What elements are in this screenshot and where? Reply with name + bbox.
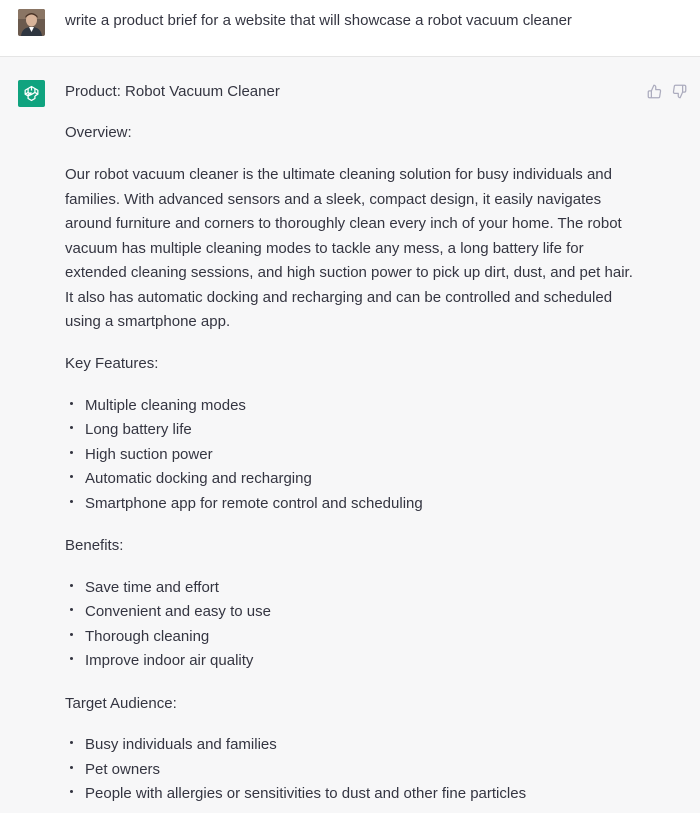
bullet-dot — [70, 633, 73, 636]
list-item: Save time and effort — [85, 579, 219, 596]
product-line: Product: Robot Vacuum Cleaner — [65, 83, 280, 100]
list-item: Convenient and easy to use — [85, 603, 271, 620]
list-item: Automatic docking and recharging — [85, 470, 312, 487]
bullet-dot — [70, 608, 73, 611]
overview-line: around furniture and corners to thoroughly clean every inch of your home. The robot — [65, 215, 622, 232]
bullet-dot — [70, 584, 73, 587]
overview-line: vacuum has multiple cleaning modes to tackle any mess, a long battery life for — [65, 240, 584, 257]
user-message-text: write a product brief for a website that will showcase a robot vacuum cleaner — [65, 12, 572, 29]
overview-line: using a smartphone app. — [65, 313, 231, 330]
list-item: People with allergies or sensitivities to dust and other fine particles — [85, 785, 527, 802]
overview-heading: Overview: — [65, 124, 132, 141]
bullet-dot — [70, 500, 73, 503]
list-item: Multiple cleaning modes — [85, 397, 246, 414]
bullet-dot — [70, 451, 73, 454]
overview-line: Our robot vacuum cleaner is the ultimate cleaning solution for busy individuals and — [65, 166, 612, 183]
overview-line: extended cleaning sessions, and high suction power to pick up dirt, dust, and pet hair. — [65, 264, 633, 281]
overview-line: families. With advanced sensors and a sleek, compact design, it easily navigates — [65, 191, 602, 208]
user-message-row — [0, 0, 700, 57]
bullet-dot — [70, 475, 73, 478]
user-avatar — [18, 9, 45, 36]
list-item: Long battery life — [85, 421, 192, 438]
bullet-dot — [70, 657, 73, 660]
overview-line: It also has automatic docking and recharging and can be controlled and scheduled — [65, 289, 613, 306]
list-item: Smartphone app for remote control and scheduling — [85, 495, 423, 512]
thumbs-up-icon[interactable] — [645, 82, 663, 100]
features-heading: Key Features: — [65, 355, 159, 372]
bullet-dot — [70, 790, 73, 793]
bullet-dot — [70, 426, 73, 429]
list-item: Improve indoor air quality — [85, 652, 254, 669]
list-item: Pet owners — [85, 761, 161, 778]
bullet-dot — [70, 741, 73, 744]
audience-heading: Target Audience: — [65, 695, 177, 712]
list-item: Busy individuals and families — [85, 736, 277, 753]
bullet-dot — [70, 766, 73, 769]
thumbs-down-icon[interactable] — [670, 82, 688, 100]
list-item: High suction power — [85, 446, 213, 463]
bullet-dot — [70, 402, 73, 405]
list-item: Thorough cleaning — [85, 628, 210, 645]
openai-logo-icon — [18, 80, 45, 107]
benefits-heading: Benefits: — [65, 537, 124, 554]
assistant-message-row — [0, 57, 700, 813]
